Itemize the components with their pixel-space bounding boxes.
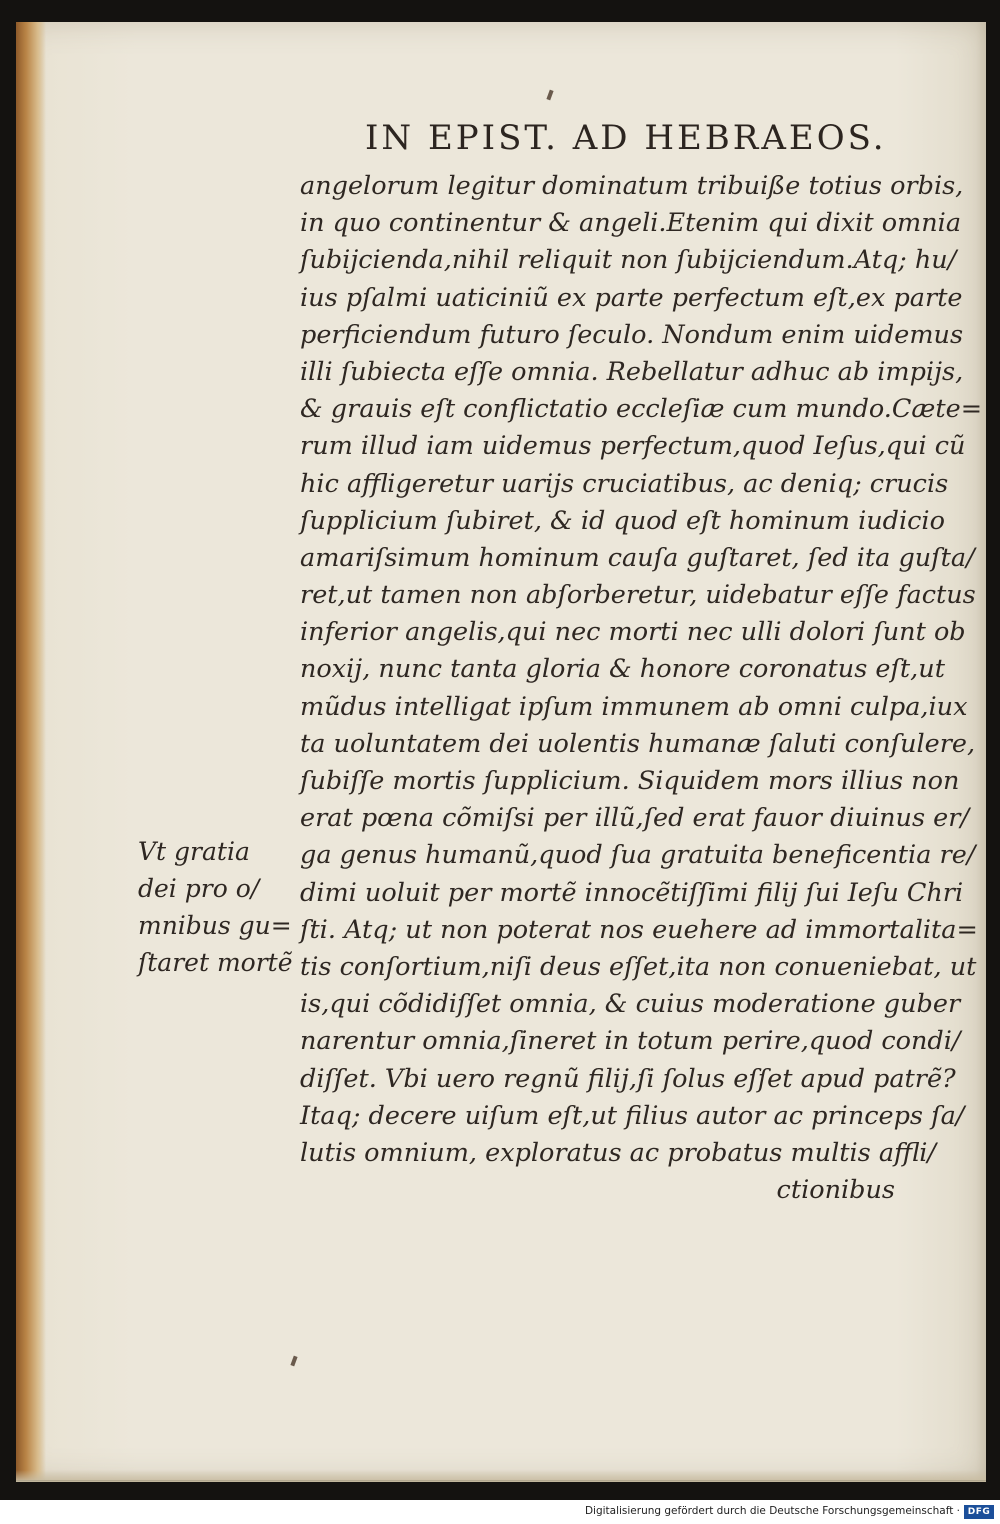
- text-line: angelorum legitur dominatum tribuiße totius orbis,: [300, 171, 964, 201]
- margin-note-line: dei pro o/: [138, 874, 260, 903]
- text-line: ſubijcienda,nihil reliquit non ſubijciendum.Atq; hu/: [300, 245, 957, 276]
- text-line: mũdus intelligat ipſum immunem ab omni culpa,iux: [300, 691, 968, 722]
- text-line: perficiendum futuro ſeculo. Nondum enim uidemus: [300, 319, 964, 350]
- text-line: rum illud iam uidemus perfectum,quod Ieſus,qui cũ: [300, 431, 966, 462]
- footer-bar: [0, 1500, 1000, 1524]
- funding-credit: Digitalisierung gefördert durch die Deutsche Forschungsgemeinschaft ·: [584, 1505, 960, 1517]
- text-line: inferior angelis,qui nec morti nec ulli dolori ſunt ob: [300, 617, 966, 648]
- text-line: ga genus humanũ,quod ſua gratuita beneficentia re/: [300, 840, 976, 871]
- text-line: narentur omnia,ſineret in totum perire,quod condi/: [300, 1026, 961, 1057]
- text-line: ius pſalmi uaticiniũ ex parte perfectum eſt,ex parte: [300, 282, 963, 313]
- text-line: amariſsimum hominum cauſa guſtaret, ſed ita guſta/: [300, 542, 975, 573]
- body-text: [300, 168, 983, 1209]
- text-line: ſupplicium ſubiret, & id quod eſt hominum iudicio: [300, 505, 945, 536]
- page-spine-edge: [16, 22, 46, 1480]
- margin-note-line: ſtaret mortẽ: [138, 948, 293, 977]
- dfg-logo: DFG: [964, 1505, 994, 1519]
- text-line: Itaq; decere uiſum eſt,ut filius autor ac princeps ſa/: [300, 1100, 965, 1131]
- text-line: & grauis eſt conflictatio eccleſiæ cum mundo.Cæte=: [300, 394, 983, 425]
- text-line: is,qui cõdidiſſet omnia, & cuius moderatione guber: [300, 989, 961, 1020]
- text-line: in quo continentur & angeli.Etenim qui dixit omnia: [300, 208, 962, 239]
- text-line: illi ſubiecta eſſe omnia. Rebellatur adhuc ab impijs,: [300, 356, 964, 387]
- page-bottom-edge: [16, 1470, 986, 1482]
- text-line: ta uoluntatem dei uolentis humanæ ſaluti conſulere,: [300, 728, 976, 759]
- text-line: ret,ut tamen non abſorberetur, uidebatur eſſe factus: [300, 580, 976, 611]
- text-line: erat pœna cõmiſsi per illũ,ſed erat fauor diuinus er/: [300, 803, 970, 834]
- text-line: diſſet. Vbi uero regnũ filij,ſi ſolus eſſet apud patrẽ?: [300, 1063, 956, 1094]
- text-line: noxij, nunc tanta gloria & honore coronatus eſt,ut: [300, 654, 945, 685]
- text-line: ſti. Atq; ut non poterat nos euehere ad immortalita=: [300, 914, 978, 945]
- text-line: dimi uoluit per mortẽ innocẽtiſſimi filij ſui Ieſu Chri: [300, 877, 964, 908]
- text-line: tis conſortium,niſi deus eſſet,ita non conueniebat, ut: [300, 951, 977, 982]
- running-header: IN EPIST. AD HEBRAEOS.: [365, 118, 887, 158]
- margin-note-line: mnibus gu=: [138, 911, 292, 940]
- text-line: ſubiſſe mortis ſupplicium. Siquidem mors illius non: [300, 766, 960, 796]
- text-line: lutis omnium, exploratus ac probatus multis affli/: [300, 1137, 936, 1168]
- margin-note: [138, 833, 298, 981]
- text-line: hic affligeretur uarijs cruciatibus, ac deniq; crucis: [300, 468, 949, 499]
- catchword: ctionibus: [776, 1175, 895, 1206]
- margin-note-line: Vt gratia: [138, 837, 250, 866]
